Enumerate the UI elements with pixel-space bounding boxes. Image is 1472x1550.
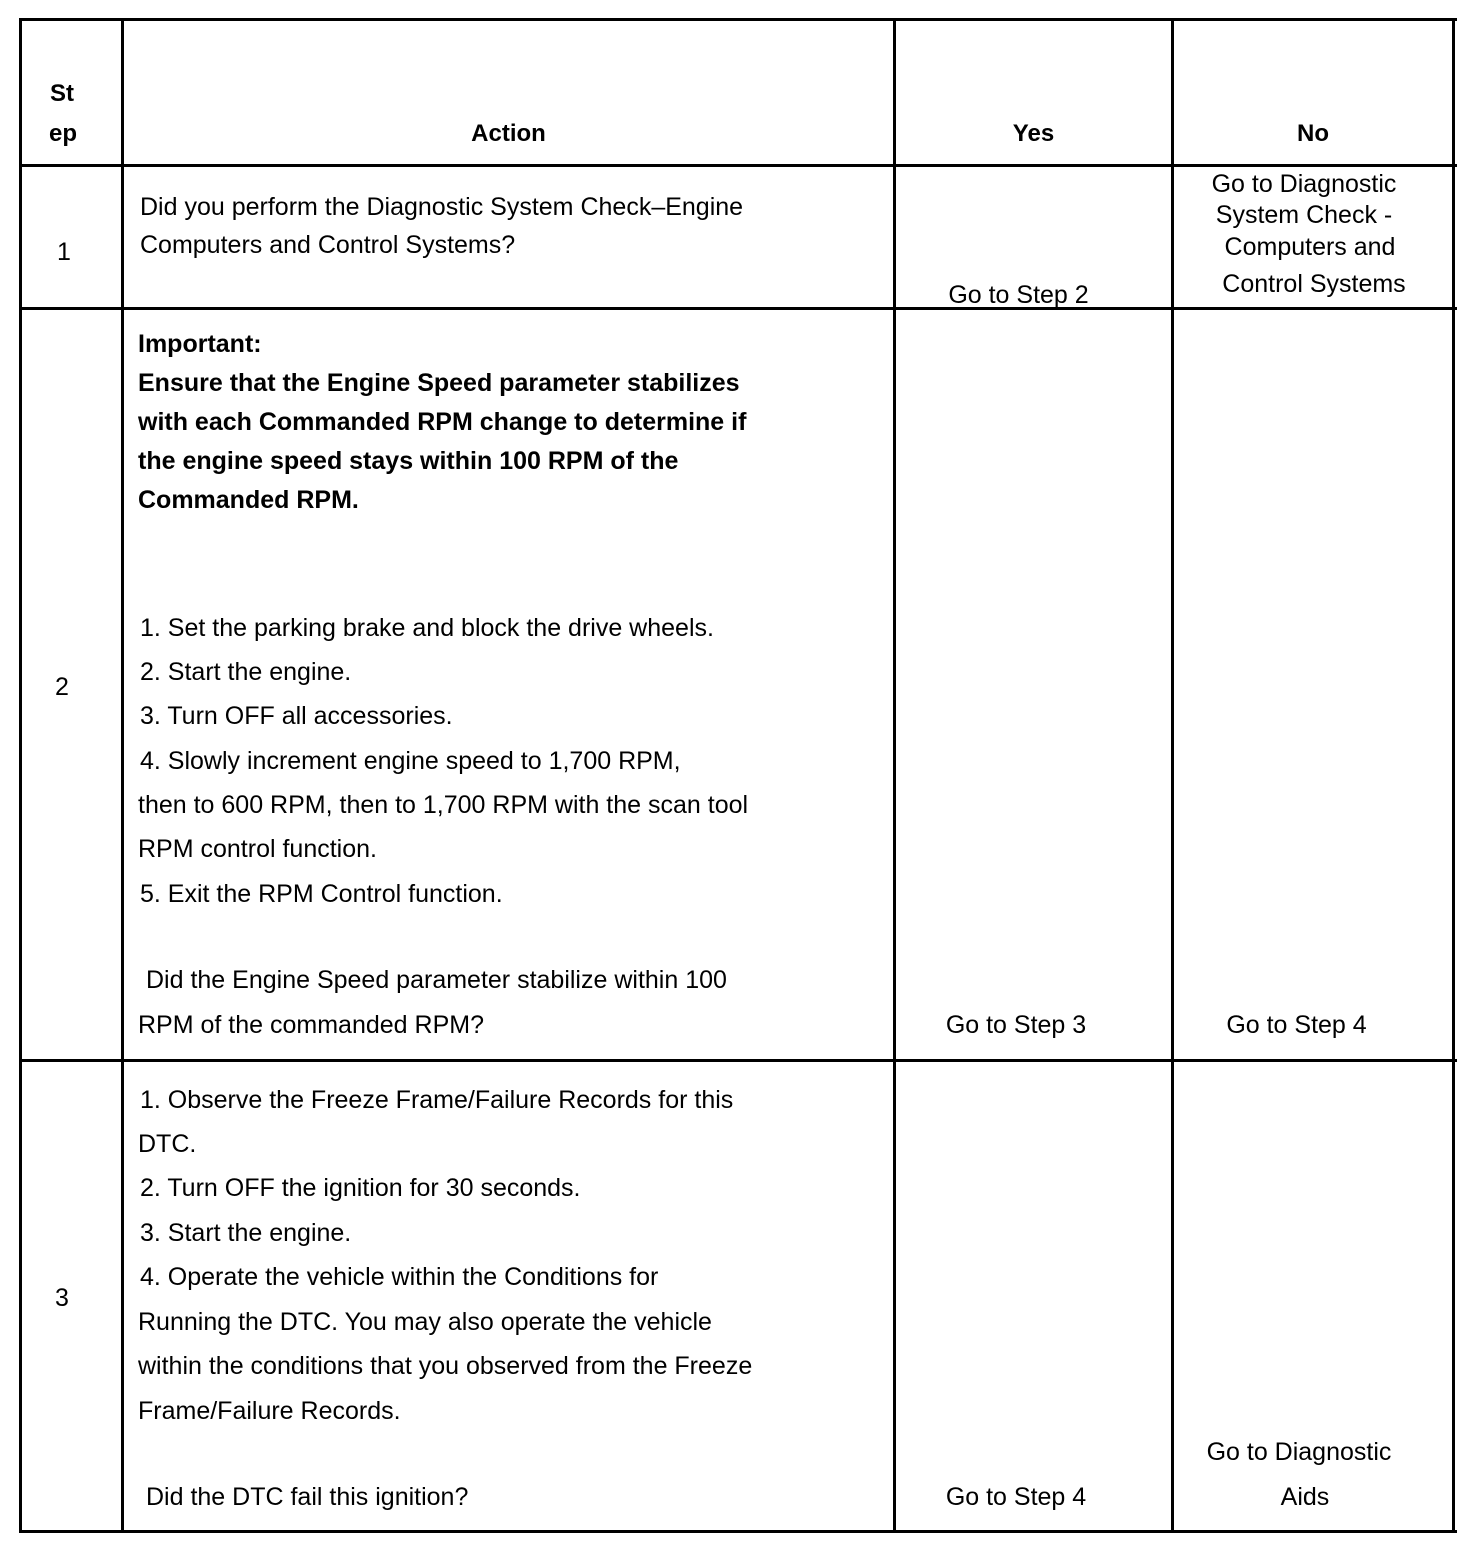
row2-important-line2: with each Commanded RPM change to determine if — [138, 408, 747, 436]
row3-action-line1: 1. Observe the Freeze Frame/Failure Records for this — [140, 1086, 734, 1114]
row1-action-line2: Computers and Control Systems? — [140, 231, 516, 259]
header-no: No — [1297, 120, 1329, 147]
row3-action-line8: Frame/Failure Records. — [138, 1397, 401, 1425]
col-divider-action — [893, 18, 896, 1533]
table-border-bottom — [19, 1530, 1457, 1533]
row1-yes: Go to Step 2 — [948, 281, 1089, 309]
row3-step: 3 — [55, 1284, 69, 1312]
row2-action-line1: 1. Set the parking brake and block the drive wheels. — [140, 614, 714, 642]
row3-yes: Go to Step 4 — [945, 1483, 1087, 1511]
row3-action-line4: 3. Start the engine. — [140, 1219, 352, 1247]
row3-action-line6: Running the DTC. You may also operate the vehicle — [138, 1308, 712, 1336]
row3-no-line2: Aids — [1280, 1483, 1330, 1511]
row3-action-line3: 2. Turn OFF the ignition for 30 seconds. — [140, 1174, 581, 1202]
row2-step: 2 — [55, 673, 69, 701]
row2-action-line2: 2. Start the engine. — [140, 658, 352, 686]
row2-yes: Go to Step 3 — [945, 1011, 1087, 1039]
row2-action-line6: RPM control function. — [138, 835, 377, 863]
table-border-right — [1452, 18, 1455, 1533]
row3-action-line7: within the conditions that you observed from the Freeze — [138, 1352, 753, 1380]
table-border-left — [19, 18, 22, 1533]
row1-action-line1: Did you perform the Diagnostic System Check–Engine — [140, 193, 744, 221]
row1-no-line1: Go to Diagnostic — [1211, 170, 1397, 198]
row2-question-line2: RPM of the commanded RPM? — [138, 1011, 484, 1039]
header-yes: Yes — [1012, 120, 1055, 147]
row1-no-line3: Computers and — [1224, 233, 1396, 261]
header-step-line1: St — [50, 80, 74, 107]
col-divider-yes — [1171, 18, 1174, 1533]
row3-question: Did the DTC fail this ignition? — [146, 1483, 469, 1511]
row2-action-line4: 4. Slowly increment engine speed to 1,700 RPM, — [140, 747, 681, 775]
header-divider — [19, 164, 1457, 167]
row1-divider — [19, 307, 1457, 310]
row1-no-line4: Control Systems — [1222, 270, 1406, 298]
row2-no: Go to Step 4 — [1226, 1011, 1367, 1039]
row1-step: 1 — [57, 238, 71, 266]
table-border-top — [19, 18, 1457, 21]
row2-important-line1: Ensure that the Engine Speed parameter stabilizes — [138, 369, 740, 397]
row3-no-line1: Go to Diagnostic — [1206, 1438, 1392, 1466]
col-divider-step — [121, 18, 124, 1533]
row3-action-line2: DTC. — [138, 1130, 197, 1158]
row2-important-line4: Commanded RPM. — [138, 486, 359, 514]
row2-action-line3: 3. Turn OFF all accessories. — [140, 702, 453, 730]
row2-action-line5: then to 600 RPM, then to 1,700 RPM with the scan tool — [138, 791, 749, 819]
header-action: Action — [471, 120, 546, 147]
row2-important-line3: the engine speed stays within 100 RPM of the — [138, 447, 679, 475]
header-step-line2: ep — [49, 120, 78, 147]
row1-no-line2: System Check - — [1215, 201, 1393, 229]
row2-important-label: Important: — [138, 330, 262, 358]
row3-action-line5: 4. Operate the vehicle within the Conditions for — [140, 1263, 659, 1291]
row2-divider — [19, 1059, 1457, 1062]
row2-question-line1: Did the Engine Speed parameter stabilize within 100 — [146, 966, 727, 994]
row2-action-line7: 5. Exit the RPM Control function. — [140, 880, 503, 908]
